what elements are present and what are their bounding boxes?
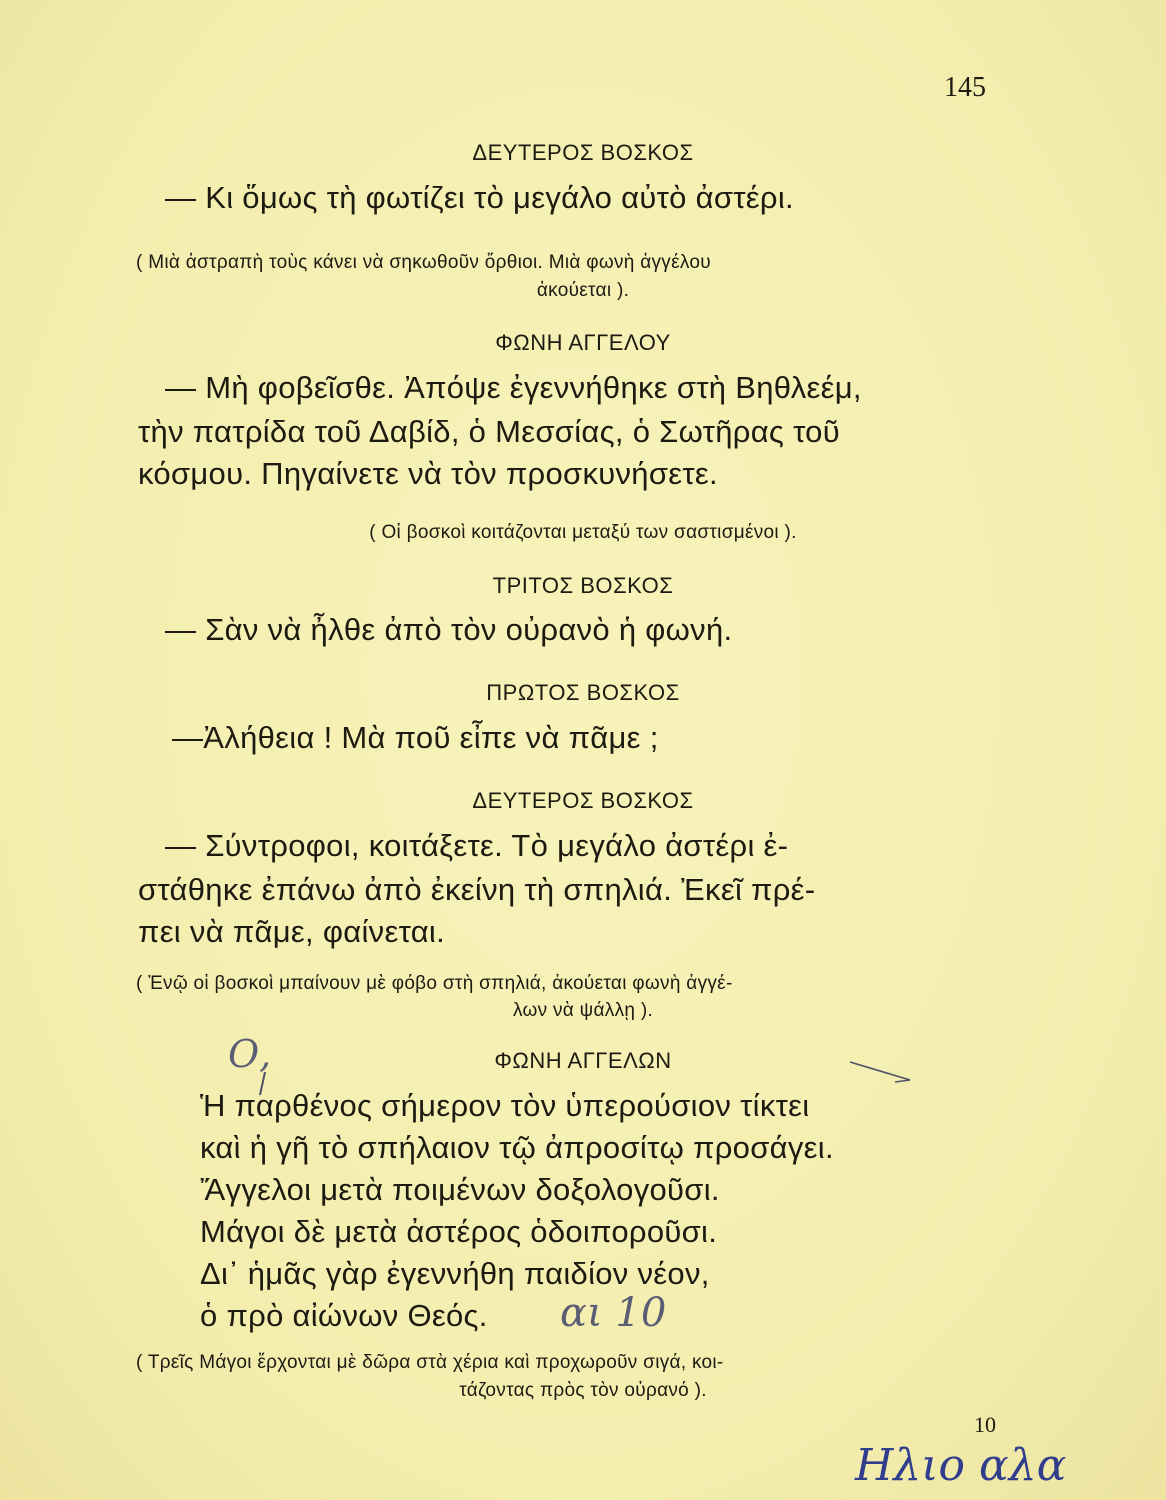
dialogue-line: κόσμου. Πηγαίνετε νὰ τὸν προσκυνήσετε. xyxy=(138,456,718,491)
dialogue-line: στάθηκε ἐπάνω ἀπὸ ἐκείνη τὴ σπηλιά. Ἐκεῖ πρέ- xyxy=(138,872,816,907)
dialogue-line: — Κι ὅμως τὴ φωτίζει τὸ μεγάλο αὐτὸ ἀστέρι. xyxy=(165,180,794,215)
stage-direction-line: ( Οἱ βοσκοὶ κοιτάζονται μεταξύ των σαστισμένοι ). xyxy=(369,522,797,543)
dialogue-line: — Σύντροφοι, κοιτάξετε. Τὸ μεγάλο ἀστέρι ἐ- xyxy=(165,828,789,863)
speaker-heading: ΦΩΝΗ ΑΓΓΕΛΩΝ xyxy=(494,1048,672,1073)
hymn-line: Μάγοι δὲ μετὰ ἀστέρος ὁδοιποροῦσι. xyxy=(200,1214,718,1249)
stage-direction-line: ( Ἐνῷ οἱ βοσκοὶ μπαίνουν μὲ φόβο στὴ σπηλιά, ἀκούεται φωνὴ ἀγγέ- xyxy=(136,973,733,994)
speaker-heading: ΔΕΥΤΕΡΟΣ ΒΟΣΚΟΣ xyxy=(472,788,694,813)
dialogue-line: τὴν πατρίδα τοῦ Δαβίδ, ὁ Μεσσίας, ὁ Σωτῆρας τοῦ xyxy=(138,414,840,449)
dialogue-line: —Ἀλήθεια ! Μὰ ποῦ εἶπε νὰ πᾶμε ; xyxy=(172,720,659,755)
stage-direction-line: τάζοντας πρὸς τὸν οὐρανό ). xyxy=(459,1380,707,1401)
hymn-line: Ἡ παρθένος σήμερον τὸν ὑπερούσιον τίκτει xyxy=(200,1088,810,1123)
dialogue-line: — Σὰν νὰ ἦλθε ἀπὸ τὸν οὐρανὸ ἡ φωνή. xyxy=(165,612,733,647)
stage-direction-line: λων νὰ ψάλλῃ ). xyxy=(512,1000,654,1021)
hymn-line: Δι᾿ ἡμᾶς γὰρ ἐγεννήθη παιδίον νέον, xyxy=(200,1256,710,1291)
stage-direction-line: ( Μιὰ ἀστραπὴ τοὺς κάνει νὰ σηκωθοῦν ὄρθιοι. Μιὰ φωνὴ ἀγγέλου xyxy=(136,252,711,273)
speaker-heading: ΠΡΩΤΟΣ ΒΟΣΚΟΣ xyxy=(486,680,680,705)
speaker-heading: ΔΕΥΤΕΡΟΣ ΒΟΣΚΟΣ xyxy=(472,140,694,165)
speaker-heading: ΦΩΝΗ ΑΓΓΕΛΟΥ xyxy=(495,330,671,355)
page-number: 145 xyxy=(944,72,986,103)
hymn-line: ὁ πρὸ αἰώνων Θεός. xyxy=(200,1298,488,1333)
stage-direction-line: ( Τρεῖς Μάγοι ἔρχονται μὲ δῶρα στὰ χέρια καὶ προχωροῦν σιγά, κοι- xyxy=(136,1352,724,1373)
signature-number: 10 xyxy=(974,1412,996,1437)
speaker-heading: ΤΡΙΤΟΣ ΒΟΣΚΟΣ xyxy=(492,573,674,598)
dialogue-line: — Μὴ φοβεῖσθε. Ἀπόψε ἐγεννήθηκε στὴ Βηθλεέμ, xyxy=(165,370,862,405)
hymn-line: καὶ ἡ γῆ τὸ σπήλαιον τῷ ἀπροσίτῳ προσάγει. xyxy=(200,1130,834,1165)
handwritten-annotation: αι 10 xyxy=(560,1290,667,1336)
handwritten-annotation: Ο, xyxy=(228,1032,272,1076)
hymn-line: Ἄγγελοι μετὰ ποιμένων δοξολογοῦσι. xyxy=(200,1172,720,1207)
stage-direction-line: ἀκούεται ). xyxy=(536,280,630,301)
handwritten-signature: Ηλιο αλα xyxy=(855,1440,1067,1491)
dialogue-line: πει νὰ πᾶμε, φαίνεται. xyxy=(138,914,446,949)
